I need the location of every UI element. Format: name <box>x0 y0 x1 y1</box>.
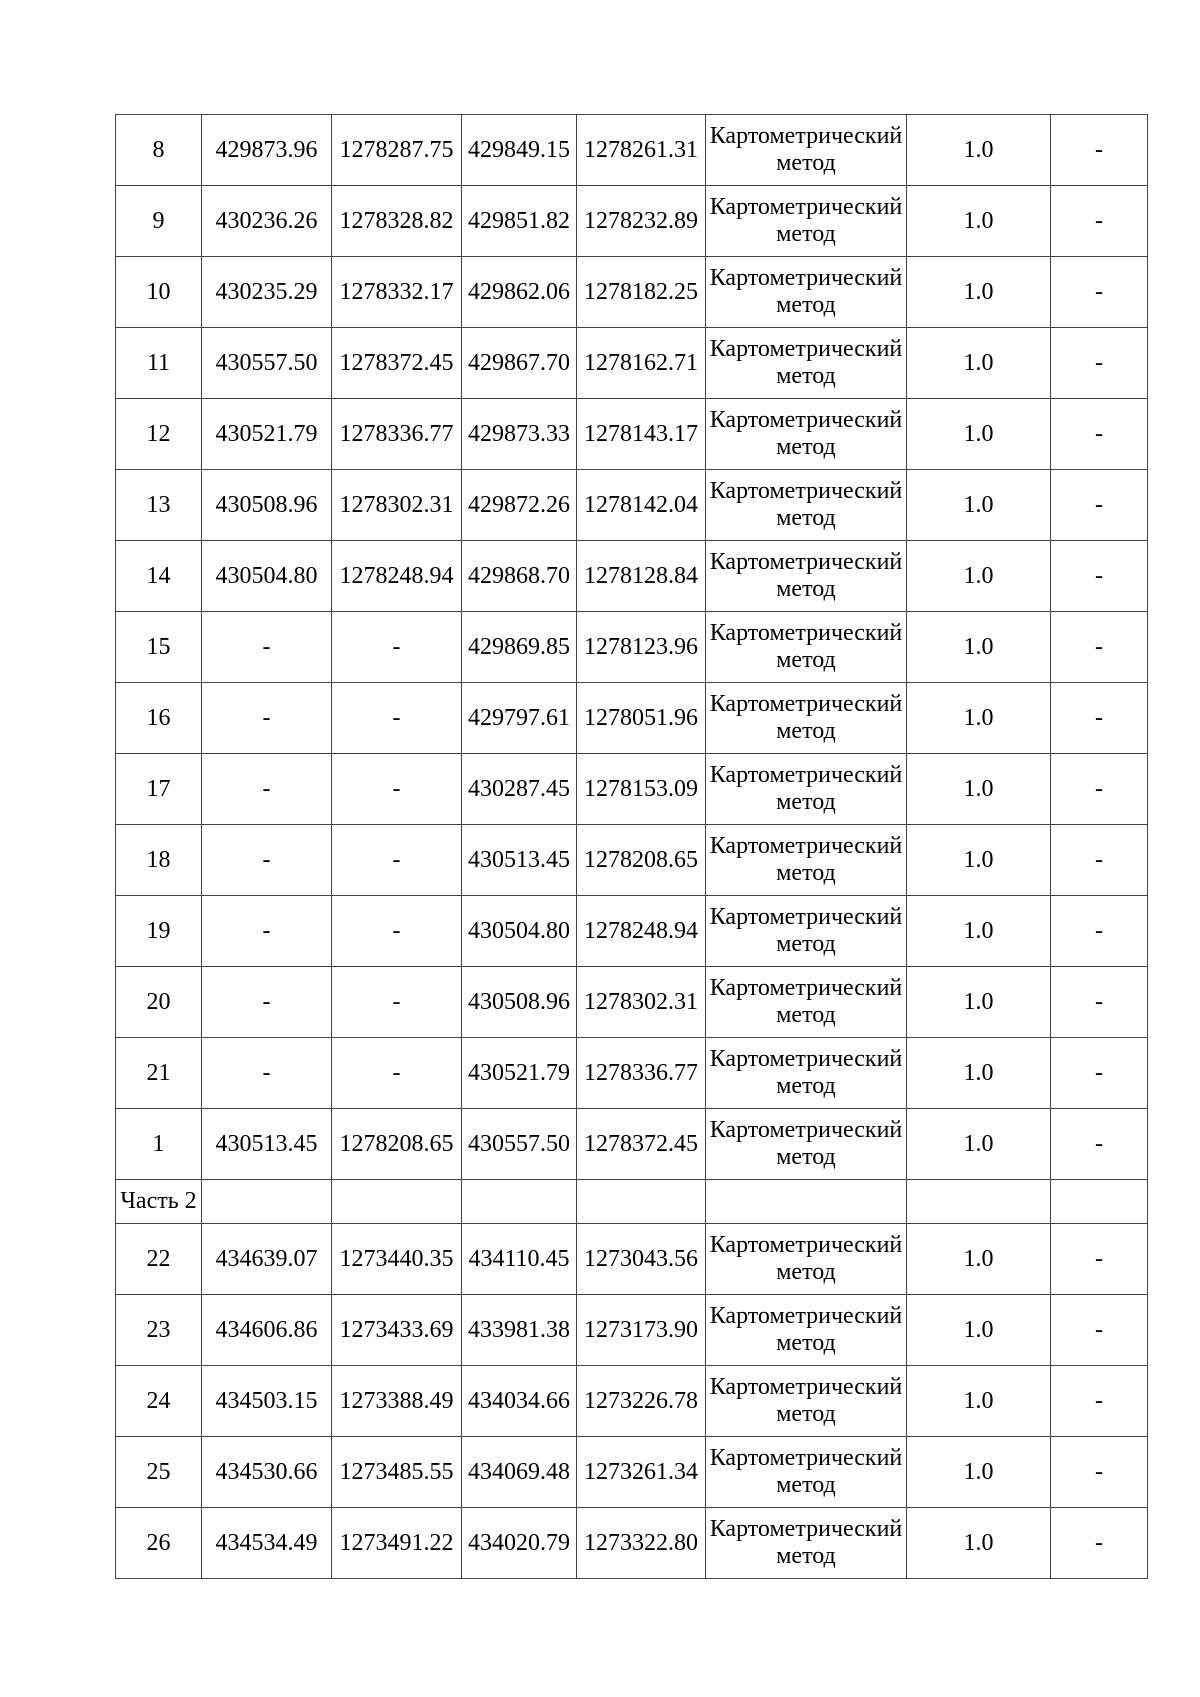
note-cell: - <box>1051 754 1148 825</box>
method-line-1: Картометрический <box>709 762 903 788</box>
y-coordinate-existing-cell: 1278336.77 <box>332 399 462 470</box>
method-line-2: метод <box>776 150 836 176</box>
accuracy-cell: 1.0 <box>907 1508 1051 1579</box>
x-coordinate-existing-cell: 430513.45 <box>202 1109 332 1180</box>
method-line-1: Картометрический <box>709 265 903 291</box>
y-coordinate-existing-cell: 1278328.82 <box>332 186 462 257</box>
accuracy-cell: 1.0 <box>907 115 1051 186</box>
point-number-cell: 21 <box>116 1038 202 1109</box>
y-coordinate-refined-cell: 1278142.04 <box>577 470 706 541</box>
x-coordinate-refined-cell: 430521.79 <box>462 1038 577 1109</box>
table-row <box>116 115 1148 186</box>
method-cell <box>706 1437 907 1508</box>
note-cell: - <box>1051 257 1148 328</box>
accuracy-cell: 1.0 <box>907 186 1051 257</box>
method-line-2: метод <box>776 1144 836 1170</box>
y-coordinate-refined-cell: 1273173.90 <box>577 1295 706 1366</box>
accuracy-cell: 1.0 <box>907 328 1051 399</box>
method-cell <box>706 115 907 186</box>
method-line-2: метод <box>776 434 836 460</box>
x-coordinate-refined-cell: 429862.06 <box>462 257 577 328</box>
note-cell: - <box>1051 470 1148 541</box>
note-cell: - <box>1051 1437 1148 1508</box>
x-coordinate-existing-cell: 429873.96 <box>202 115 332 186</box>
point-number-cell: 14 <box>116 541 202 612</box>
x-coordinate-refined-cell: 433981.38 <box>462 1295 577 1366</box>
accuracy-cell: 1.0 <box>907 754 1051 825</box>
method-line-2: метод <box>776 718 836 744</box>
note-cell: - <box>1051 612 1148 683</box>
empty-cell <box>202 1180 332 1224</box>
method-line-1: Картометрический <box>709 904 903 930</box>
note-cell: - <box>1051 186 1148 257</box>
method-line-2: метод <box>776 1330 836 1356</box>
y-coordinate-refined-cell: 1278051.96 <box>577 683 706 754</box>
point-number-cell: 23 <box>116 1295 202 1366</box>
table-row <box>116 1366 1148 1437</box>
method-line-2: метод <box>776 789 836 815</box>
method-cell <box>706 612 907 683</box>
table-row <box>116 257 1148 328</box>
point-number-cell: 1 <box>116 1109 202 1180</box>
table-row <box>116 1295 1148 1366</box>
method-line-2: метод <box>776 931 836 957</box>
table-row <box>116 1437 1148 1508</box>
table-row <box>116 399 1148 470</box>
method-line-1: Картометрический <box>709 407 903 433</box>
accuracy-cell: 1.0 <box>907 825 1051 896</box>
note-cell: - <box>1051 967 1148 1038</box>
table-row <box>116 967 1148 1038</box>
table-row <box>116 825 1148 896</box>
method-line-1: Картометрический <box>709 1374 903 1400</box>
accuracy-cell: 1.0 <box>907 896 1051 967</box>
note-cell: - <box>1051 1038 1148 1109</box>
x-coordinate-existing-cell: - <box>202 967 332 1038</box>
note-cell: - <box>1051 1366 1148 1437</box>
method-line-1: Картометрический <box>709 123 903 149</box>
y-coordinate-refined-cell: 1278336.77 <box>577 1038 706 1109</box>
y-coordinate-refined-cell: 1278182.25 <box>577 257 706 328</box>
x-coordinate-existing-cell: 430508.96 <box>202 470 332 541</box>
table-row <box>116 186 1148 257</box>
empty-cell <box>1051 1180 1148 1224</box>
method-cell <box>706 754 907 825</box>
note-cell: - <box>1051 541 1148 612</box>
point-number-cell: 19 <box>116 896 202 967</box>
method-line-1: Картометрический <box>709 1117 903 1143</box>
method-line-2: метод <box>776 1401 836 1427</box>
x-coordinate-existing-cell: - <box>202 825 332 896</box>
accuracy-cell: 1.0 <box>907 967 1051 1038</box>
accuracy-cell: 1.0 <box>907 470 1051 541</box>
x-coordinate-refined-cell: 429869.85 <box>462 612 577 683</box>
accuracy-cell: 1.0 <box>907 1109 1051 1180</box>
method-line-2: метод <box>776 505 836 531</box>
y-coordinate-refined-cell: 1278261.31 <box>577 115 706 186</box>
table-row <box>116 1224 1148 1295</box>
y-coordinate-refined-cell: 1273043.56 <box>577 1224 706 1295</box>
table-row <box>116 1038 1148 1109</box>
x-coordinate-refined-cell: 429867.70 <box>462 328 577 399</box>
x-coordinate-refined-cell: 434034.66 <box>462 1366 577 1437</box>
empty-cell <box>907 1180 1051 1224</box>
accuracy-cell: 1.0 <box>907 399 1051 470</box>
x-coordinate-existing-cell: 430236.26 <box>202 186 332 257</box>
x-coordinate-existing-cell: 434530.66 <box>202 1437 332 1508</box>
method-line-1: Картометрический <box>709 620 903 646</box>
y-coordinate-refined-cell: 1278143.17 <box>577 399 706 470</box>
method-cell <box>706 1109 907 1180</box>
method-line-2: метод <box>776 221 836 247</box>
method-cell <box>706 541 907 612</box>
x-coordinate-existing-cell: - <box>202 754 332 825</box>
y-coordinate-refined-cell: 1278128.84 <box>577 541 706 612</box>
y-coordinate-refined-cell: 1273261.34 <box>577 1437 706 1508</box>
y-coordinate-refined-cell: 1273322.80 <box>577 1508 706 1579</box>
point-number-cell: 25 <box>116 1437 202 1508</box>
empty-cell <box>706 1180 907 1224</box>
x-coordinate-refined-cell: 429868.70 <box>462 541 577 612</box>
x-coordinate-refined-cell: 430504.80 <box>462 896 577 967</box>
y-coordinate-refined-cell: 1278153.09 <box>577 754 706 825</box>
x-coordinate-refined-cell: 430287.45 <box>462 754 577 825</box>
accuracy-cell: 1.0 <box>907 1437 1051 1508</box>
accuracy-cell: 1.0 <box>907 683 1051 754</box>
note-cell: - <box>1051 1224 1148 1295</box>
method-line-2: метод <box>776 1543 836 1569</box>
x-coordinate-existing-cell: 430504.80 <box>202 541 332 612</box>
x-coordinate-existing-cell: 434639.07 <box>202 1224 332 1295</box>
y-coordinate-existing-cell: 1278302.31 <box>332 470 462 541</box>
note-cell: - <box>1051 328 1148 399</box>
note-cell: - <box>1051 1508 1148 1579</box>
x-coordinate-existing-cell: - <box>202 896 332 967</box>
point-number-cell: 9 <box>116 186 202 257</box>
table-row <box>116 541 1148 612</box>
table-row <box>116 896 1148 967</box>
coordinates-table <box>115 114 1148 1579</box>
note-cell: - <box>1051 1295 1148 1366</box>
x-coordinate-refined-cell: 430513.45 <box>462 825 577 896</box>
point-number-cell: 15 <box>116 612 202 683</box>
accuracy-cell: 1.0 <box>907 1224 1051 1295</box>
accuracy-cell: 1.0 <box>907 541 1051 612</box>
y-coordinate-existing-cell: 1273388.49 <box>332 1366 462 1437</box>
y-coordinate-existing-cell: 1273440.35 <box>332 1224 462 1295</box>
x-coordinate-refined-cell: 429851.82 <box>462 186 577 257</box>
method-line-1: Картометрический <box>709 975 903 1001</box>
y-coordinate-existing-cell: 1278332.17 <box>332 257 462 328</box>
point-number-cell: 20 <box>116 967 202 1038</box>
x-coordinate-existing-cell: 434503.15 <box>202 1366 332 1437</box>
method-line-1: Картометрический <box>709 691 903 717</box>
method-line-2: метод <box>776 1259 836 1285</box>
note-cell: - <box>1051 1109 1148 1180</box>
y-coordinate-existing-cell: - <box>332 896 462 967</box>
y-coordinate-refined-cell: 1278232.89 <box>577 186 706 257</box>
x-coordinate-existing-cell: 430235.29 <box>202 257 332 328</box>
empty-cell <box>577 1180 706 1224</box>
x-coordinate-refined-cell: 429873.33 <box>462 399 577 470</box>
table-row <box>116 1508 1148 1579</box>
accuracy-cell: 1.0 <box>907 1295 1051 1366</box>
method-line-1: Картометрический <box>709 1445 903 1471</box>
point-number-cell: 16 <box>116 683 202 754</box>
x-coordinate-refined-cell: 434110.45 <box>462 1224 577 1295</box>
x-coordinate-refined-cell: 430557.50 <box>462 1109 577 1180</box>
method-cell <box>706 1224 907 1295</box>
method-line-2: метод <box>776 1073 836 1099</box>
y-coordinate-existing-cell: - <box>332 683 462 754</box>
y-coordinate-existing-cell: - <box>332 754 462 825</box>
y-coordinate-existing-cell: 1273491.22 <box>332 1508 462 1579</box>
note-cell: - <box>1051 825 1148 896</box>
method-cell <box>706 399 907 470</box>
method-cell <box>706 825 907 896</box>
y-coordinate-existing-cell: 1278287.75 <box>332 115 462 186</box>
point-number-cell: 22 <box>116 1224 202 1295</box>
method-cell <box>706 896 907 967</box>
x-coordinate-refined-cell: 429797.61 <box>462 683 577 754</box>
method-line-2: метод <box>776 647 836 673</box>
method-line-2: метод <box>776 576 836 602</box>
x-coordinate-existing-cell: 434606.86 <box>202 1295 332 1366</box>
x-coordinate-existing-cell: - <box>202 1038 332 1109</box>
accuracy-cell: 1.0 <box>907 1038 1051 1109</box>
y-coordinate-existing-cell: 1273485.55 <box>332 1437 462 1508</box>
y-coordinate-existing-cell: - <box>332 825 462 896</box>
point-number-cell: 18 <box>116 825 202 896</box>
y-coordinate-existing-cell: - <box>332 967 462 1038</box>
point-number-cell: 10 <box>116 257 202 328</box>
method-line-1: Картометрический <box>709 833 903 859</box>
method-line-1: Картометрический <box>709 1232 903 1258</box>
table-row <box>116 1109 1148 1180</box>
method-cell <box>706 1366 907 1437</box>
x-coordinate-existing-cell: - <box>202 612 332 683</box>
method-cell <box>706 1508 907 1579</box>
y-coordinate-existing-cell: 1273433.69 <box>332 1295 462 1366</box>
y-coordinate-refined-cell: 1278123.96 <box>577 612 706 683</box>
table-row <box>116 683 1148 754</box>
note-cell: - <box>1051 115 1148 186</box>
method-line-1: Картометрический <box>709 1046 903 1072</box>
x-coordinate-refined-cell: 434020.79 <box>462 1508 577 1579</box>
x-coordinate-existing-cell: 434534.49 <box>202 1508 332 1579</box>
method-cell <box>706 1038 907 1109</box>
method-cell <box>706 186 907 257</box>
method-cell <box>706 257 907 328</box>
method-line-2: метод <box>776 1472 836 1498</box>
coordinates-table-body <box>116 115 1148 1579</box>
method-cell <box>706 328 907 399</box>
method-line-2: метод <box>776 1002 836 1028</box>
y-coordinate-existing-cell: 1278208.65 <box>332 1109 462 1180</box>
point-number-cell: 24 <box>116 1366 202 1437</box>
method-line-1: Картометрический <box>709 478 903 504</box>
point-number-cell: 17 <box>116 754 202 825</box>
point-number-cell: 12 <box>116 399 202 470</box>
y-coordinate-existing-cell: - <box>332 1038 462 1109</box>
x-coordinate-existing-cell: - <box>202 683 332 754</box>
y-coordinate-existing-cell: 1278372.45 <box>332 328 462 399</box>
y-coordinate-existing-cell: 1278248.94 <box>332 541 462 612</box>
method-line-1: Картометрический <box>709 1303 903 1329</box>
accuracy-cell: 1.0 <box>907 612 1051 683</box>
method-line-1: Картометрический <box>709 194 903 220</box>
y-coordinate-refined-cell: 1278372.45 <box>577 1109 706 1180</box>
point-number-cell: 26 <box>116 1508 202 1579</box>
method-line-2: метод <box>776 363 836 389</box>
empty-cell <box>462 1180 577 1224</box>
method-line-2: метод <box>776 860 836 886</box>
note-cell: - <box>1051 399 1148 470</box>
x-coordinate-refined-cell: 434069.48 <box>462 1437 577 1508</box>
section-header-row <box>116 1180 1148 1224</box>
empty-cell <box>332 1180 462 1224</box>
method-line-1: Картометрический <box>709 549 903 575</box>
method-cell <box>706 967 907 1038</box>
x-coordinate-refined-cell: 429849.15 <box>462 115 577 186</box>
accuracy-cell: 1.0 <box>907 257 1051 328</box>
point-number-cell: 8 <box>116 115 202 186</box>
y-coordinate-refined-cell: 1278208.65 <box>577 825 706 896</box>
x-coordinate-existing-cell: 430521.79 <box>202 399 332 470</box>
section-label: Часть 2 <box>116 1180 202 1224</box>
method-cell <box>706 1295 907 1366</box>
method-line-2: метод <box>776 292 836 318</box>
table-row <box>116 754 1148 825</box>
accuracy-cell: 1.0 <box>907 1366 1051 1437</box>
table-row <box>116 328 1148 399</box>
table-row <box>116 612 1148 683</box>
method-line-1: Картометрический <box>709 1516 903 1542</box>
point-number-cell: 13 <box>116 470 202 541</box>
point-number-cell: 11 <box>116 328 202 399</box>
x-coordinate-refined-cell: 429872.26 <box>462 470 577 541</box>
note-cell: - <box>1051 896 1148 967</box>
x-coordinate-existing-cell: 430557.50 <box>202 328 332 399</box>
y-coordinate-refined-cell: 1278162.71 <box>577 328 706 399</box>
x-coordinate-refined-cell: 430508.96 <box>462 967 577 1038</box>
y-coordinate-existing-cell: - <box>332 612 462 683</box>
method-line-1: Картометрический <box>709 336 903 362</box>
y-coordinate-refined-cell: 1278248.94 <box>577 896 706 967</box>
note-cell: - <box>1051 683 1148 754</box>
method-cell <box>706 683 907 754</box>
y-coordinate-refined-cell: 1278302.31 <box>577 967 706 1038</box>
y-coordinate-refined-cell: 1273226.78 <box>577 1366 706 1437</box>
method-cell <box>706 470 907 541</box>
table-row <box>116 470 1148 541</box>
